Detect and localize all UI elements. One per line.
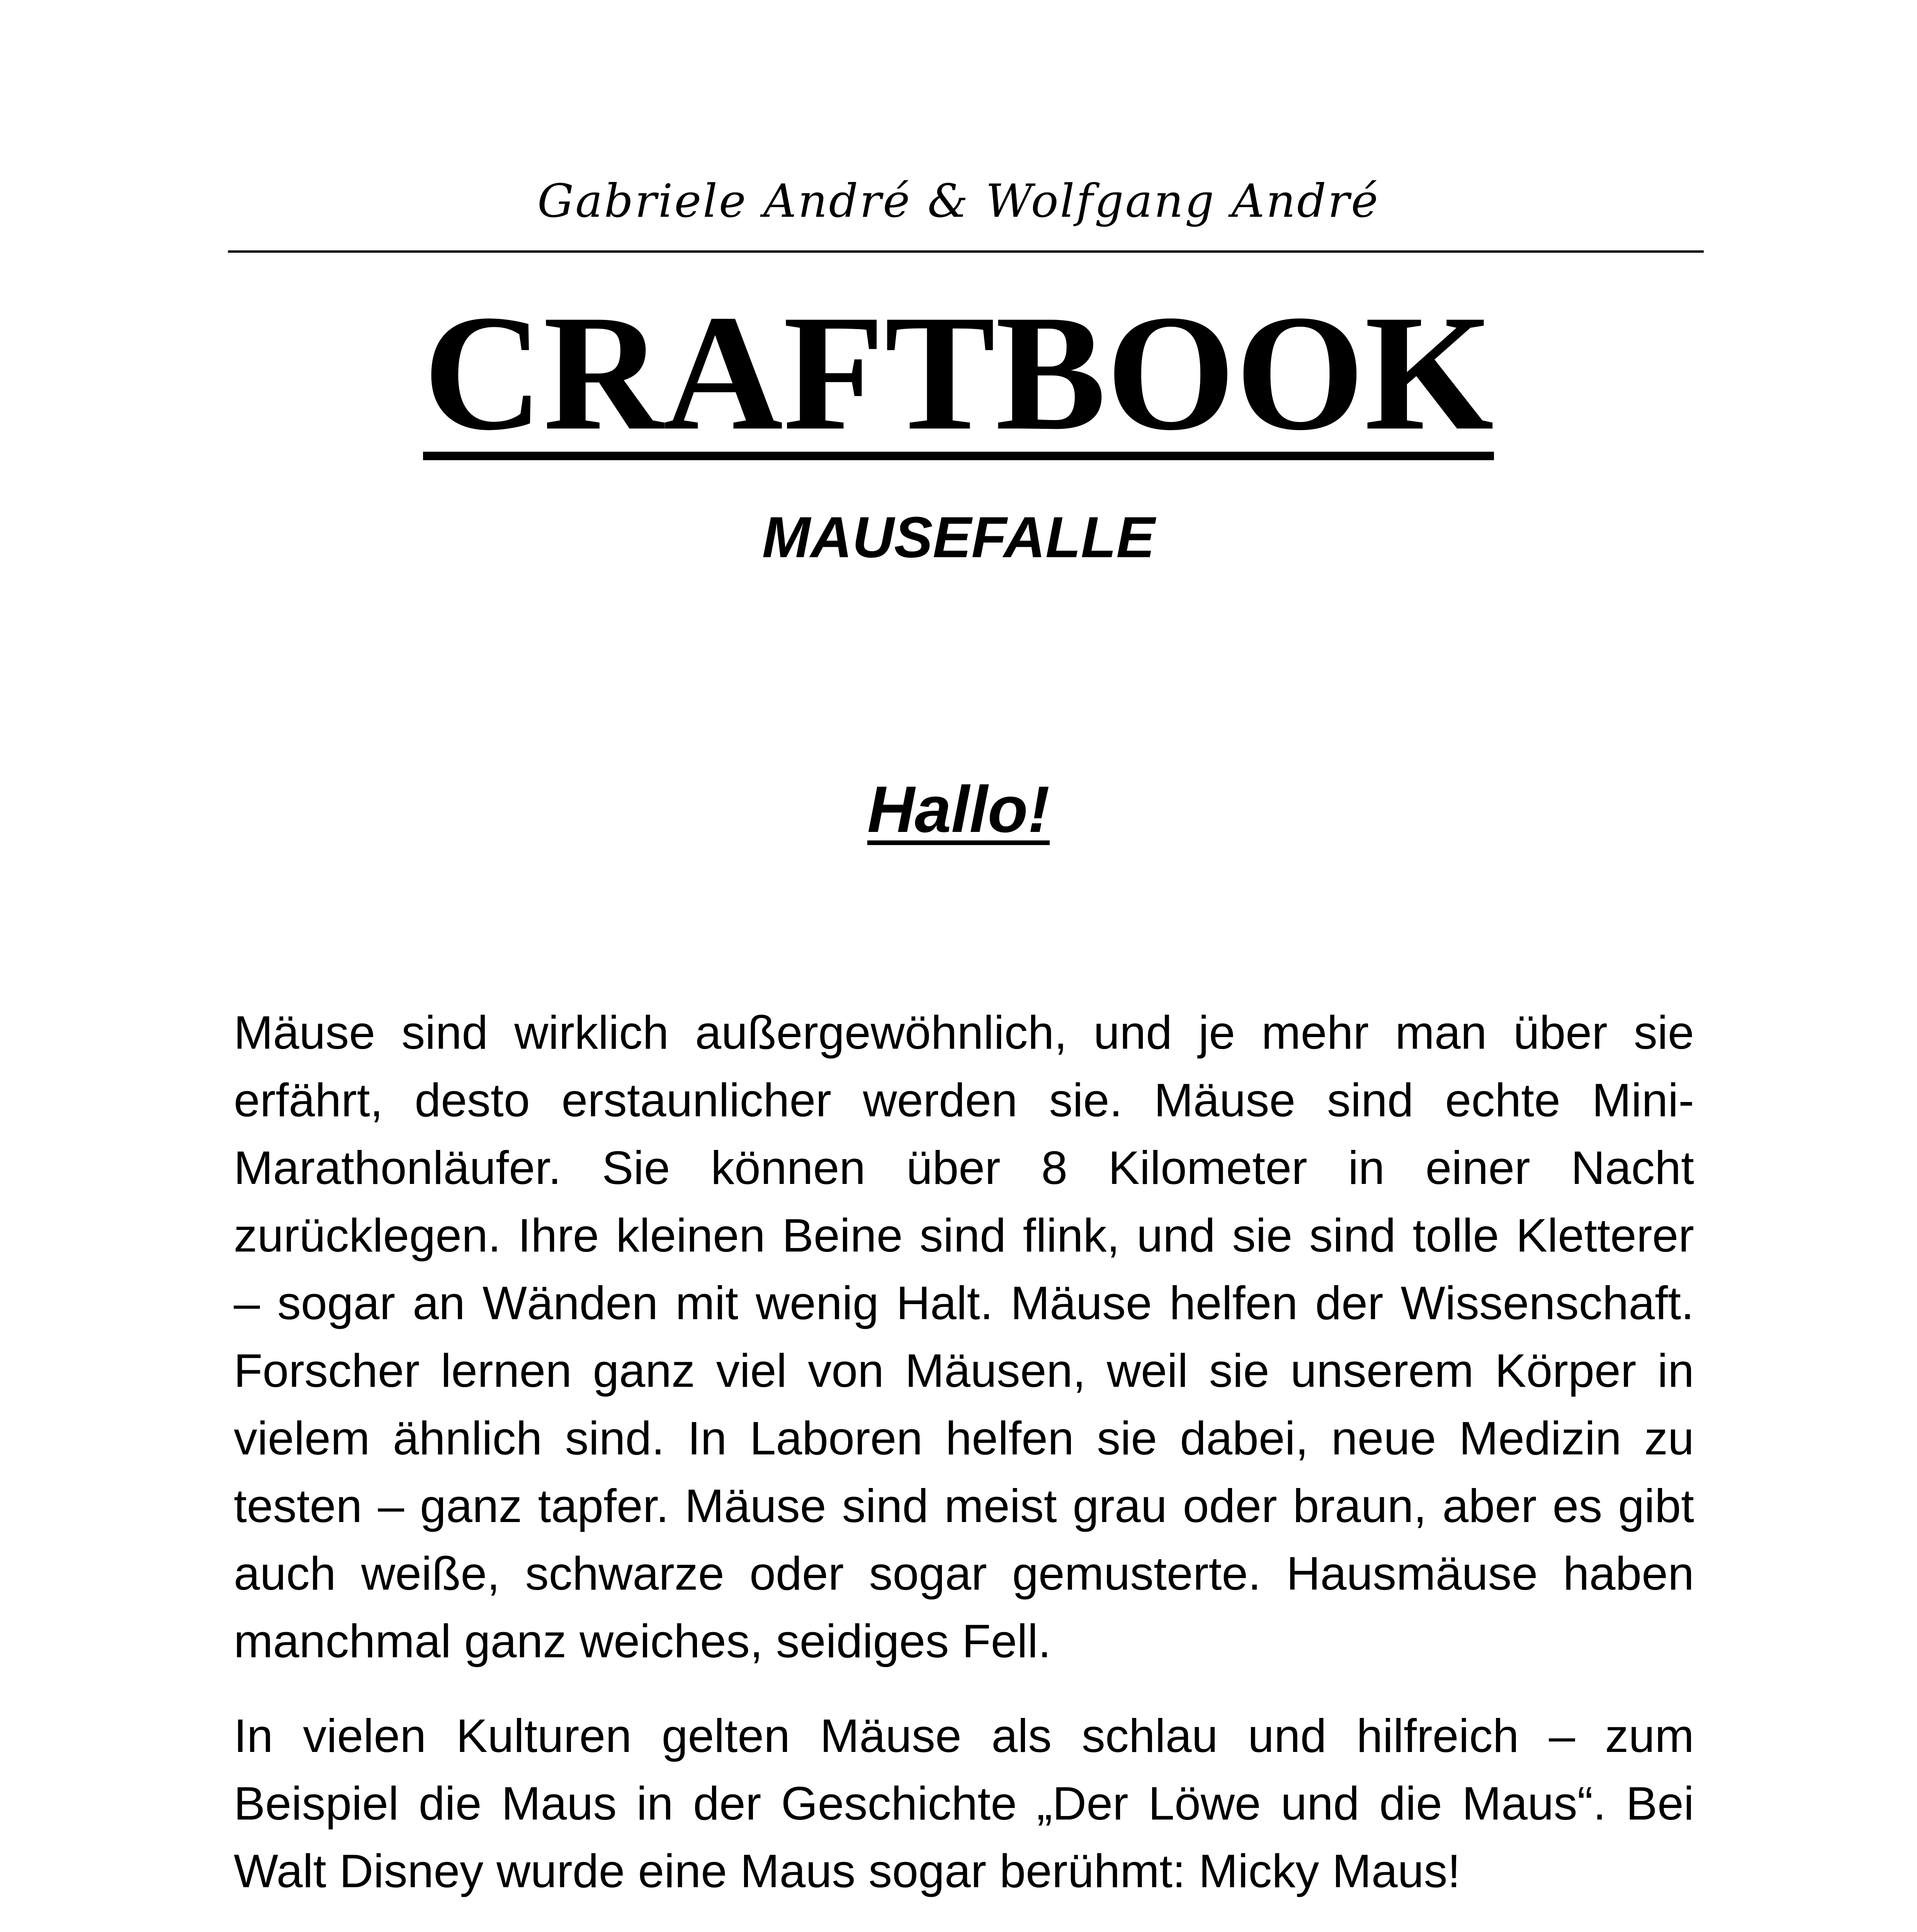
header-authors: Gabriele André & Wolfgang André	[537, 174, 1380, 228]
book-title	[0, 281, 1917, 465]
header-divider	[228, 250, 1704, 253]
book-title-text: CRAFTBOOK	[423, 281, 1494, 465]
paragraph-2: In vielen Kulturen gelten Mäuse als schlau und hilfreich – zum Beispiel die Maus in der Geschichte „Der Löwe und die Maus“. Bei Walt Disney wurde eine Maus sogar berühmt: Micky Maus!	[234, 1709, 1694, 1897]
greeting-text: Hallo!	[867, 773, 1050, 846]
book-subtitle: MAUSEFALLE	[762, 505, 1155, 570]
body-text	[234, 999, 1694, 1932]
paragraph-1: Mäuse sind wirklich außergewöhnlich, und je mehr man über sie erfährt, desto erstaunlicher werden sie. Mäuse sind echte Mini-Marathonläufer. Sie können über 8 Kilometer in einer Nacht zurücklegen. Ihre kleinen Beine sind flink, und sie sind tolle Kletterer – sogar an Wänden mit wenig Halt. Mäuse helfen der Wissenschaft. Forscher lernen ganz viel von Mäusen, weil sie unserem Körper in vielem ähnlich sind. In Laboren helfen sie dabei, neue Medizin zu testen – ganz tapfer. Mäuse sind meist grau oder braun, aber es gibt auch weiße, schwarze oder sogar gemusterte. Hausmäuse haben manchmal ganz weiches, seidiges Fell.	[234, 1006, 1694, 1667]
greeting-heading	[0, 765, 1917, 854]
